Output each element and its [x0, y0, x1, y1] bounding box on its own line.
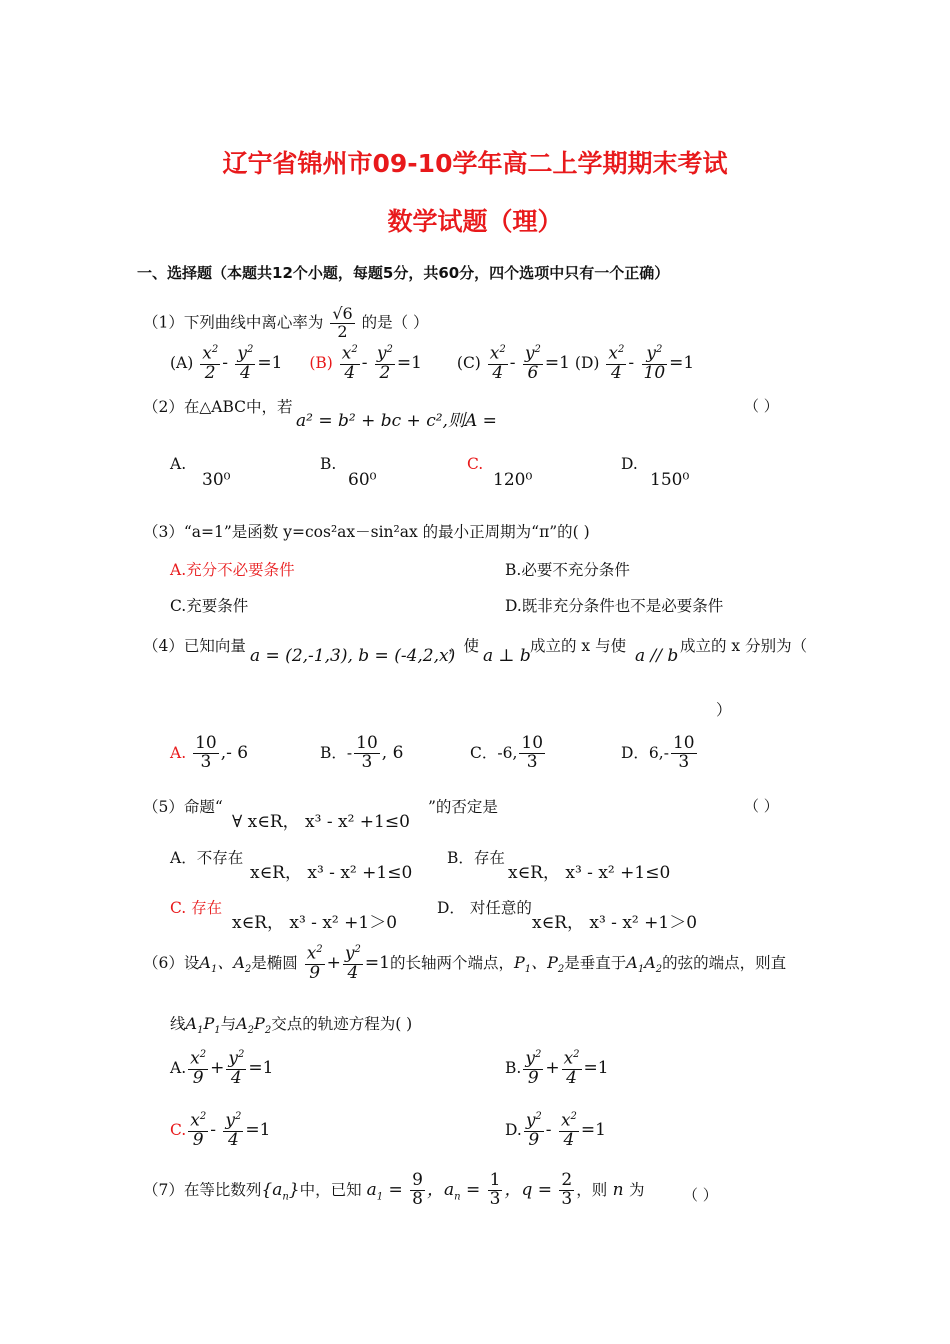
q4-tail: 成立的 x 分别为（ [680, 637, 808, 655]
page-subtitle: 数学试题（理） [387, 207, 563, 236]
q2-val-b: 60⁰ [348, 470, 377, 490]
q6-line2: 线$A_1P_1$与$A_2P_2$交点的轨迹方程为( ) [170, 1014, 413, 1037]
q4-opt-a: A. $\frac{10}{3}$ ,- 6 [170, 733, 249, 772]
q4-opt-b: B．- $\frac{10}{3}$ , 6 [320, 733, 404, 772]
q1-stem-tail: 的是（ ） [361, 313, 429, 332]
q5-tail: ”的否定是 [428, 798, 498, 816]
q5-opt-b-math: x∈R， x³ - x² +1≤0 [508, 863, 671, 883]
q5-opt-d-math: x∈R， x³ - x² +1＞0 [532, 913, 698, 933]
q3-opt-a: A.充分不必要条件 [170, 561, 295, 579]
q1-options: (A) $\frac{x^2}{2}$ - $\frac{y^2}{4}$ =1 (B) $\frac{x^2}{4}$ - $\frac{y^2}{2}$ =1 (C) $\frac{x^2}{4}$ - $\frac{y^2}{6}$ =1 (D) $\frac{x^2}{4}$ - $\frac{y^2}{10}$ =1 [170, 343, 695, 383]
q3-opt-d: D.既非充分条件也不是必要条件 [505, 597, 724, 615]
q1-opt-a: (A) $\frac{x^2}{2}$ - $\frac{y^2}{4}$ =1 [170, 343, 283, 383]
q5-opt-a: A．不存在 [170, 849, 244, 867]
q2-val-a: 30⁰ [202, 470, 231, 490]
q7-answer-paren: （ ） [683, 1186, 718, 1204]
q1-opt-d: (D) [574, 354, 600, 373]
q1-stem [143, 306, 429, 341]
q6-opt-b: B. $\frac{y^2}{9}$ + $\frac{x^2}{4}$ =1 [505, 1048, 609, 1088]
q5-opt-b: B．存在 [447, 849, 505, 867]
q2-math: a² = b² + bc + c²,则A = [296, 411, 497, 431]
q2-label-d: D. [621, 455, 638, 473]
q5-opt-c-math: x∈R， x³ - x² +1＞0 [232, 913, 398, 933]
q6-opt-d: D. $\frac{y^2}{9}$ - $\frac{x^2}{4}$ =1 [505, 1110, 606, 1150]
q6-stem: （6）设$A_1$、$A_2$是椭圆 $\frac{x^2}{9}$ + $\frac{y^2}{4}$ =1的长轴两个端点，$P_1$、$P_2$是垂直于$A_1A_2$的弦的端点，则直 [143, 943, 787, 983]
q4-vectors: a = (2,-1,3), b = (-4,2,x) [250, 646, 456, 666]
q3-opt-b: B.必要不充分条件 [505, 561, 630, 579]
q5-opt-d: D． 对任意的 [437, 899, 532, 917]
page-title: 辽宁省锦州市09-10学年高二上学期期末考试 [222, 149, 728, 178]
q2-label-c: C. [467, 455, 484, 473]
q4-stem: （4）已知向量 [143, 637, 246, 655]
q2-val-c: 120⁰ [493, 470, 533, 490]
q5-math: ∀ x∈R， x³ - x² +1≤0 [232, 812, 410, 832]
q2-stem: （2）在△ABC中，若 [143, 398, 293, 416]
q6-opt-c: C. $\frac{x^2}{9}$ - $\frac{y^2}{4}$ =1 [170, 1110, 271, 1150]
q3-stem: （3）“a=1”是函数 y=cos²ax－sin²ax 的最小正周期为“π”的( ) [143, 523, 590, 541]
q1-stem-text: （1）下列曲线中离心率为 [143, 313, 324, 332]
q1-opt-b: (B) [309, 354, 333, 373]
q5-answer-paren: （ ） [744, 797, 779, 815]
q2-label-b: B. [320, 455, 337, 473]
q1-frac: $\frac{√6}{2}$ [332, 304, 353, 341]
q5-stem: （5）命题“ [143, 798, 223, 816]
q4-mid: ，使 [448, 637, 480, 655]
q4-opt-c: C．-6, $\frac{10}{3}$ [470, 733, 544, 772]
q2-val-d: 150⁰ [650, 470, 690, 490]
q5-opt-c: C. 存在 [170, 899, 223, 917]
q4-mid2: 成立的 x 与使 [530, 637, 627, 655]
q5-opt-a-math: x∈R， x³ - x² +1≤0 [250, 863, 413, 883]
q4-close: ） [716, 701, 732, 719]
q6-opt-a: A. $\frac{x^2}{9}$ + $\frac{y^2}{4}$ =1 [170, 1048, 274, 1088]
q4-opt-d: D．6,- $\frac{10}{3}$ [621, 733, 695, 772]
q3-opt-c: C.充要条件 [170, 597, 249, 615]
q2-label-a: A. [170, 455, 187, 473]
q7-stem: （7）在等比数列$\{a_n\}$中，已知 $a_1$ = $\frac{9}{8}$ ，$a_n$ = $\frac{1}{3}$ ，q = $\frac{2}{3}$ ，则 n 为 [143, 1170, 645, 1209]
q2-answer-paren: （ ） [744, 397, 779, 415]
section-heading: 一、选择题（本题共12个小题，每题5分，共60分，四个选项中只有一个正确） [137, 264, 670, 282]
q4-parallel: a // b [635, 646, 679, 666]
q4-perp: a ⊥ b [483, 646, 531, 666]
q1-opt-c: (C) [456, 354, 481, 373]
